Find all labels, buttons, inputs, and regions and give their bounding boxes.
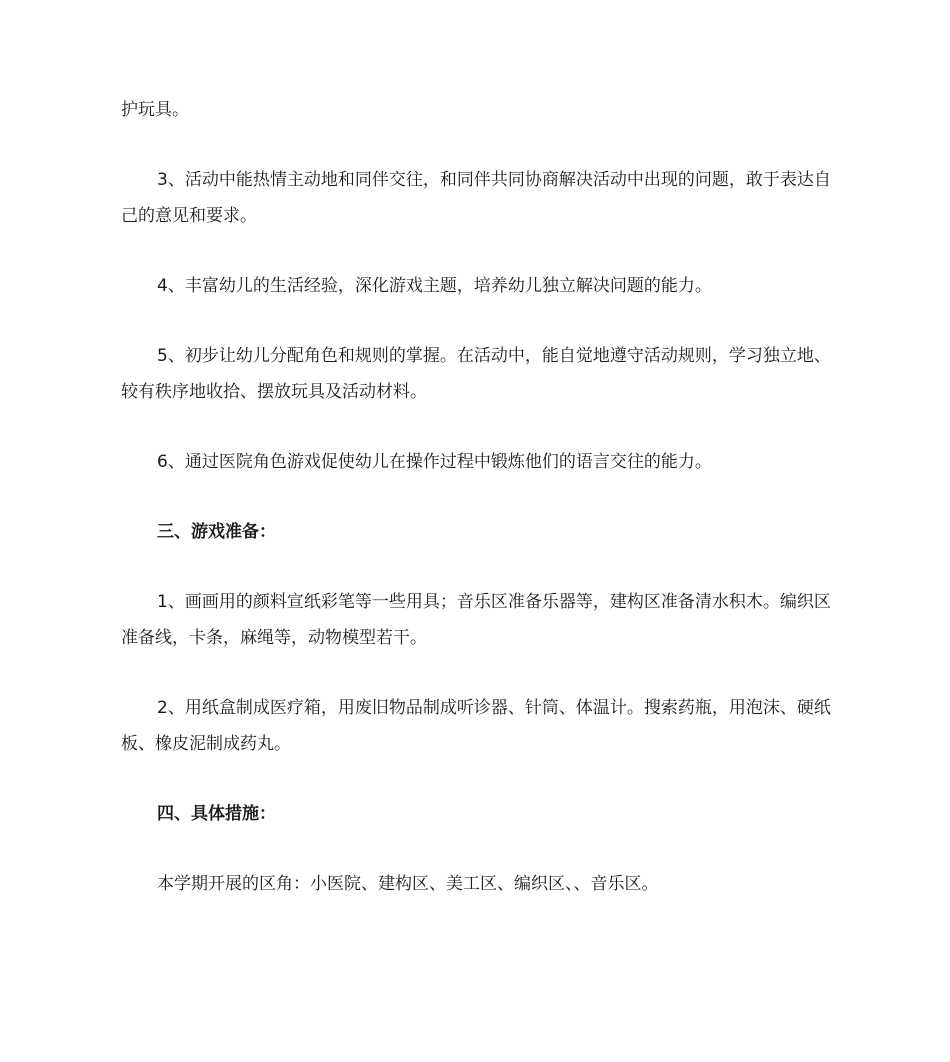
measures-paragraph: 本学期开展的区角：小医院、建构区、美工区、编织区、、音乐区。 [157, 874, 659, 894]
section-heading-game-preparation: 三、游戏准备： [157, 522, 276, 542]
section-heading-specific-measures: 四、具体措施： [157, 804, 276, 824]
goal-item-4: 4、丰富幼儿的生活经验，深化游戏主题，培养幼儿独立解决问题的能力。 [157, 276, 712, 296]
goal-item-6: 6、通过医院角色游戏促使幼儿在操作过程中锻炼他们的语言交往的能力。 [157, 452, 712, 472]
document-body [121, 92, 833, 902]
preparation-item-1: 1、画画用的颜料宣纸彩笔等一些用具；音乐区准备乐器等，建构区准备清水积木。编织区准备线，卡条，麻绳等，动物模型若干。 [121, 592, 831, 648]
paragraph-continuation: 护玩具。 [121, 100, 189, 120]
goal-item-3: 3、活动中能热情主动地和同伴交往，和同伴共同协商解决活动中出现的问题，敢于表达自己的意见和要求。 [121, 170, 831, 226]
preparation-item-2: 2、用纸盒制成医疗箱，用废旧物品制成听诊器、针筒、体温计。搜索药瓶，用泡沫、硬纸板、橡皮泥制成药丸。 [121, 698, 831, 754]
goal-item-5: 5、初步让幼儿分配角色和规则的掌握。在活动中，能自觉地遵守活动规则，学习独立地、较有秩序地收拾、摆放玩具及活动材料。 [121, 346, 831, 402]
